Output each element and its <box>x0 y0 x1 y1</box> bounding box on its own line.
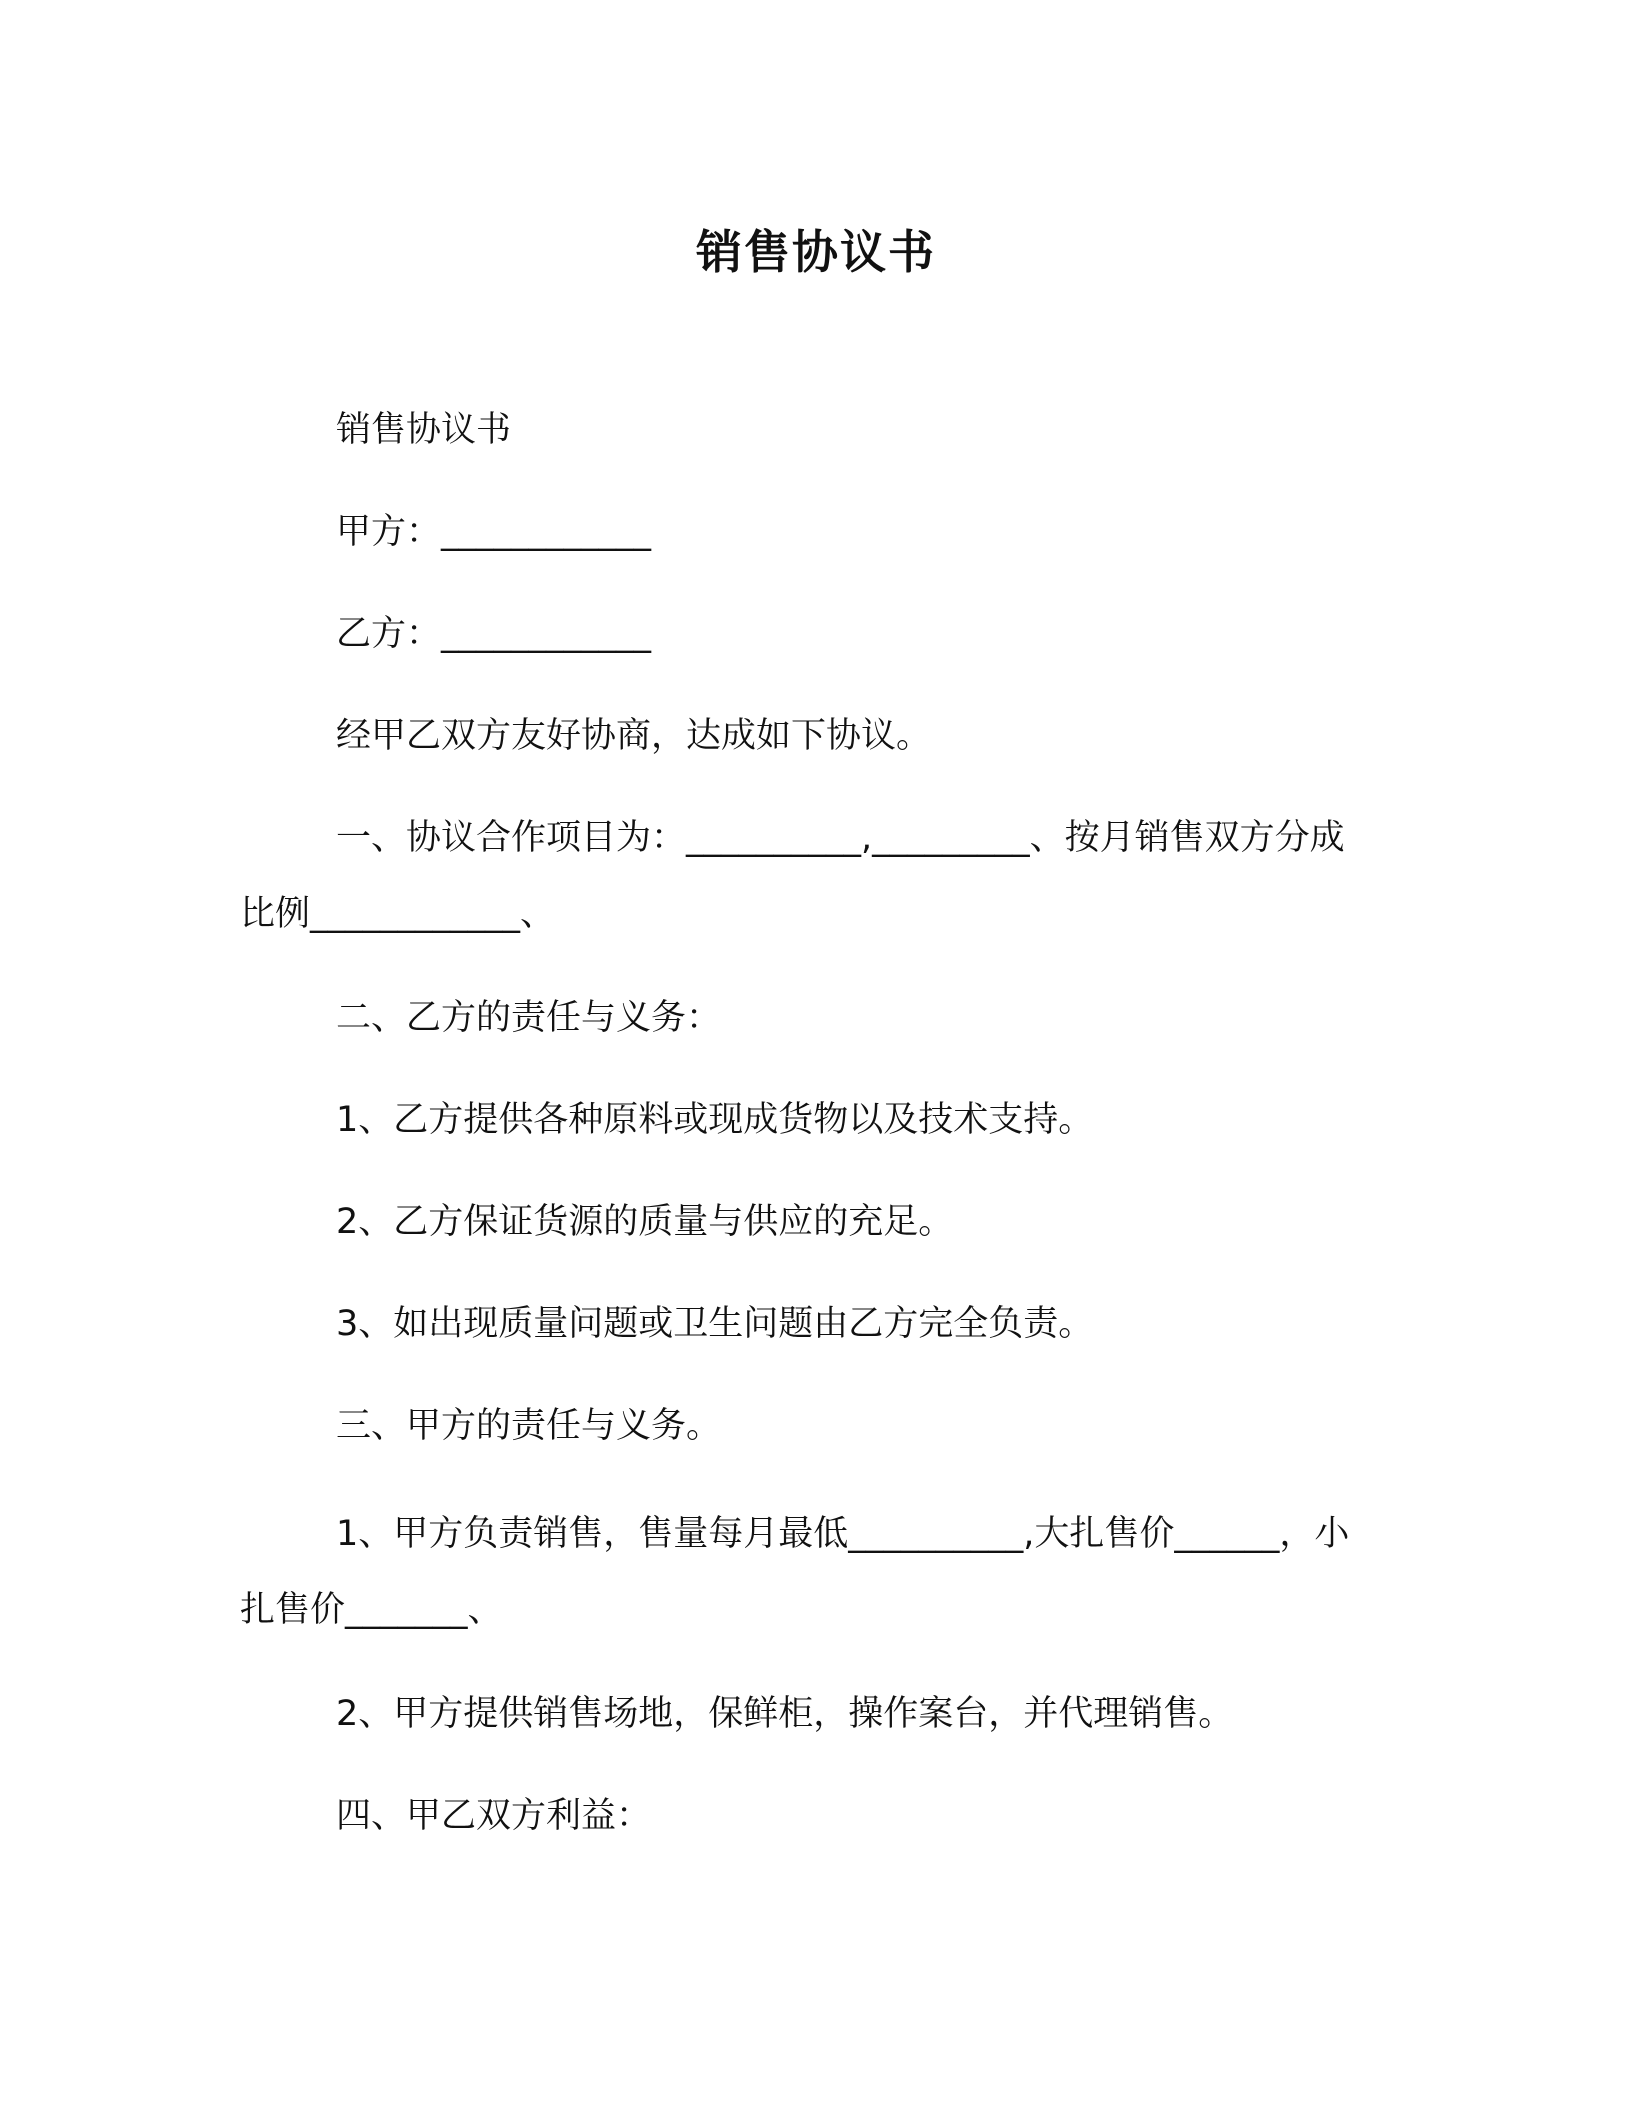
paragraph-clause-2-item-1: 1、乙方提供各种原料或现成货物以及技术支持。 <box>336 1100 1094 1140</box>
paragraph-subtitle: 销售协议书 <box>336 410 512 450</box>
paragraph-clause-3-heading: 三、甲方的责任与义务。 <box>336 1406 722 1446</box>
paragraph-party-a: 甲方：____________ <box>336 512 652 552</box>
document-title: 销售协议书 <box>696 225 936 279</box>
paragraph-clause-1: 一、协议合作项目为：__________,_________、按月销售双方分成比例____________、 <box>240 818 1345 934</box>
paragraph-clause-3-item-1: 1、甲方负责销售，售量每月最低__________,大扎售价______，小扎售价_______、 <box>240 1514 1350 1630</box>
paragraph-party-b: 乙方：____________ <box>336 614 652 654</box>
paragraph-clause-4-heading: 四、甲乙双方利益： <box>336 1796 652 1836</box>
paragraph-clause-2-item-3: 3、如出现质量问题或卫生问题由乙方完全负责。 <box>336 1304 1094 1344</box>
paragraph-clause-3-item-2: 2、甲方提供销售场地，保鲜柜，操作案台，并代理销售。 <box>336 1694 1234 1734</box>
paragraph-clause-2-item-2: 2、乙方保证货源的质量与供应的充足。 <box>336 1202 954 1242</box>
paragraph-clause-2-heading: 二、乙方的责任与义务： <box>336 998 722 1038</box>
paragraph-intro: 经甲乙双方友好协商，达成如下协议。 <box>336 716 932 756</box>
